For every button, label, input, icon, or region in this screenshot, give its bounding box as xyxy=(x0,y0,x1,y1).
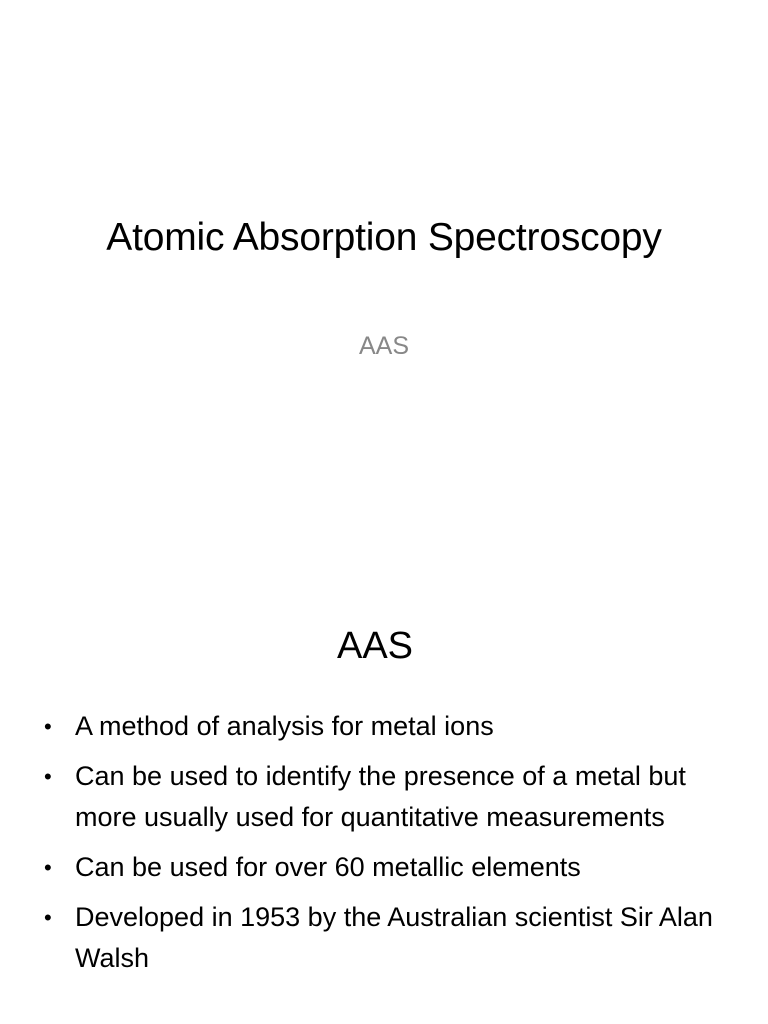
slide-title: Atomic Absorption Spectroscopy xyxy=(106,216,662,259)
content-slide xyxy=(0,576,768,1024)
bullet-item xyxy=(44,756,724,838)
bullet-item xyxy=(44,706,724,747)
bullet-text: A method of analysis for metal ions xyxy=(75,711,494,741)
bullet-item xyxy=(44,897,724,979)
bullet-text: Can be used to identify the presence of a metal but more usually used for quantitative measurements xyxy=(75,761,686,832)
bullet-item xyxy=(44,847,724,888)
bullet-dot-icon: • xyxy=(44,714,52,739)
bullet-text: Developed in 1953 by the Australian scientist Sir Alan Walsh xyxy=(75,902,713,973)
bullet-dot-icon: • xyxy=(44,905,52,930)
bullet-dot-icon: • xyxy=(44,764,52,789)
bullet-dot-icon: • xyxy=(44,855,52,880)
slide-subtitle: AAS xyxy=(358,332,410,360)
slide-title: AAS xyxy=(336,625,414,667)
bullet-text: Can be used for over 60 metallic elements xyxy=(75,852,581,882)
bullet-list xyxy=(44,706,724,988)
